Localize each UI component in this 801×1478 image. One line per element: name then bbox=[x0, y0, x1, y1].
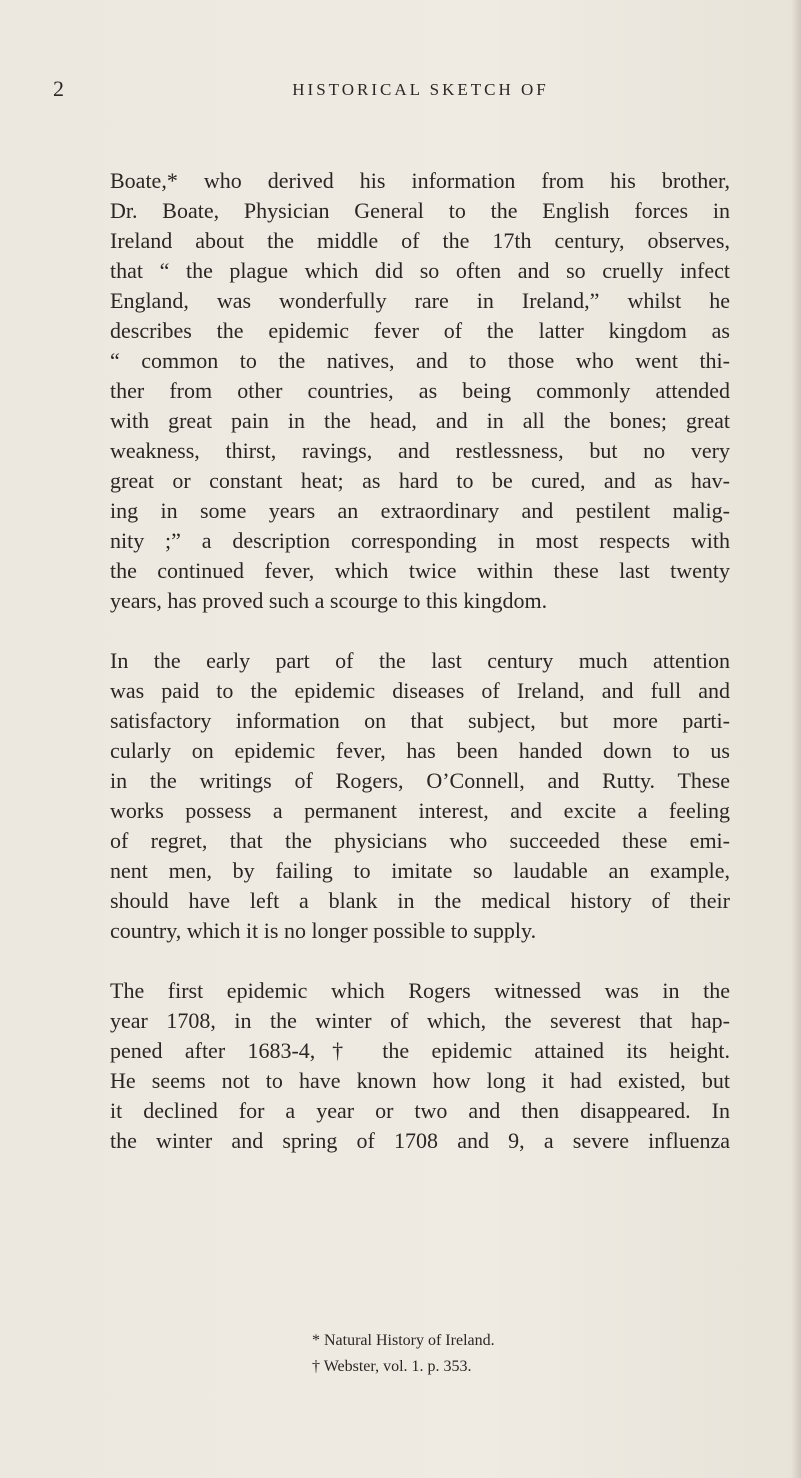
paragraph-3 bbox=[110, 976, 730, 1156]
text-line: nent men, by failing to imitate so laudable an example, bbox=[110, 858, 730, 883]
text-line: of regret, that the physicians who succeeded these emi- bbox=[110, 828, 730, 853]
page-header bbox=[0, 74, 801, 104]
text-line: Dr. Boate, Physician General to the English forces in bbox=[110, 198, 730, 223]
text-line: year 1708, in the winter of which, the severest that hap- bbox=[110, 1008, 730, 1033]
text-line: was paid to the epidemic diseases of Ireland, and full and bbox=[110, 678, 730, 703]
text-line: ther from other countries, as being commonly attended bbox=[110, 378, 730, 403]
text-line: The first epidemic which Rogers witnessed was in the bbox=[110, 978, 730, 1003]
text-line: England, was wonderfully rare in Ireland,” whilst he bbox=[110, 288, 730, 313]
footnote-natural-history: * Natural History of Ireland. bbox=[312, 1332, 495, 1349]
text-line: ing in some years an extraordinary and pestilent malig- bbox=[110, 498, 730, 523]
text-line: great or constant heat; as hard to be cured, and as hav- bbox=[110, 468, 730, 493]
page-edge-shadow bbox=[791, 0, 801, 1478]
text-line: pened after 1683-4,† the epidemic attained its height. bbox=[110, 1038, 730, 1063]
paragraph-1 bbox=[110, 166, 730, 616]
text-line: works possess a permanent interest, and excite a feeling bbox=[110, 798, 730, 823]
text-line: the winter and spring of 1708 and 9, a severe influenza bbox=[110, 1128, 730, 1153]
text-line: weakness, thirst, ravings, and restlessness, but no very bbox=[110, 438, 730, 463]
text-line: cularly on epidemic fever, has been handed down to us bbox=[110, 738, 730, 763]
body-text bbox=[110, 166, 730, 1156]
text-line: should have left a blank in the medical history of their bbox=[110, 888, 730, 913]
running-head: HISTORICAL SKETCH OF bbox=[292, 80, 549, 99]
text-line: that “ the plague which did so often and so cruelly infect bbox=[110, 258, 730, 283]
text-line: In the early part of the last century much attention bbox=[110, 648, 730, 673]
text-line: country, which it is no longer possible to supply. bbox=[110, 918, 537, 943]
paragraph-2 bbox=[110, 646, 730, 946]
page-number: 2 bbox=[53, 76, 64, 101]
text-line: “ common to the natives, and to those who went thi- bbox=[110, 348, 730, 373]
text-line: the continued fever, which twice within these last twenty bbox=[110, 558, 730, 583]
text-line: with great pain in the head, and in all the bones; great bbox=[110, 408, 730, 433]
text-line: years, has proved such a scourge to this kingdom. bbox=[110, 588, 548, 613]
text-line: Ireland about the middle of the 17th century, observes, bbox=[110, 228, 730, 253]
text-line: describes the epidemic fever of the latter kingdom as bbox=[110, 318, 730, 343]
text-line: it declined for a year or two and then disappeared. In bbox=[110, 1098, 730, 1123]
text-line: Boate,* who derived his information from his brother, bbox=[110, 168, 730, 193]
text-line: He seems not to have known how long it had existed, but bbox=[110, 1068, 730, 1093]
text-line: satisfactory information on that subject, but more parti- bbox=[110, 708, 730, 733]
footnote-webster: † Webster, vol. 1. p. 353. bbox=[312, 1358, 472, 1375]
text-line: nity ;” a description corresponding in most respects with bbox=[110, 528, 730, 553]
text-line: in the writings of Rogers, O’Connell, and Rutty. These bbox=[110, 768, 730, 793]
